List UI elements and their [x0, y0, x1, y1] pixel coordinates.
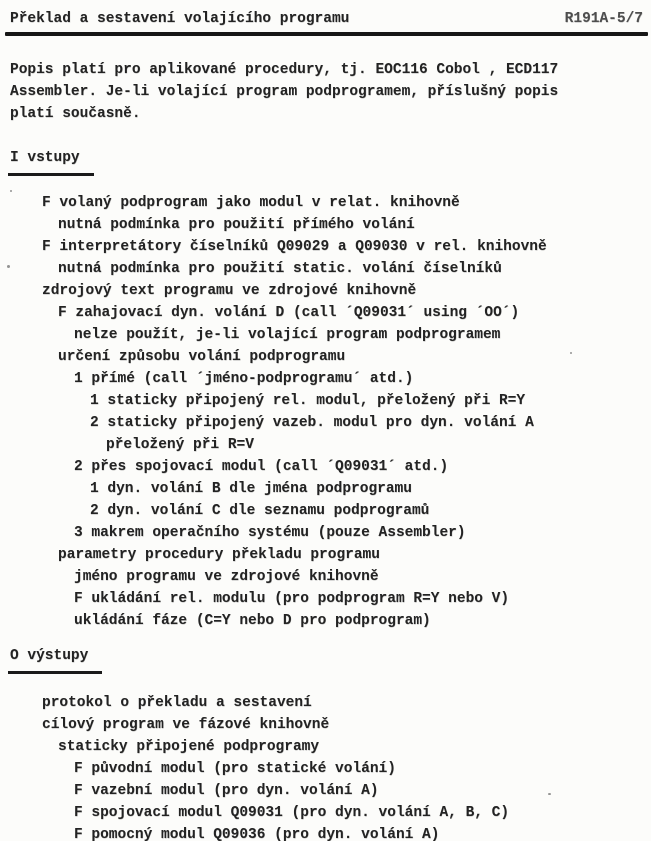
text-line: cílový program ve fázové knihovně [42, 717, 330, 733]
text-line: F původní modul (pro statické volání) [74, 761, 396, 777]
text-line: Popis platí pro aplikované procedury, tj. EOC116 Cobol , ECD117 [10, 62, 559, 78]
section-inputs-heading: I vstupy [8, 147, 94, 176]
text-line: Assembler. Je-li volající program podprogramem, příslušný popis [10, 84, 559, 100]
scan-speckle [7, 265, 10, 268]
doc-reference: R191A-5/7 [564, 11, 643, 27]
text-line: F spojovací modul Q09031 (pro dyn. volání A, B, C) [74, 805, 510, 821]
text-line: nutná podmínka pro použití static. volání číselníků [58, 261, 502, 277]
text-line: F volaný podprogram jako modul v relat. knihovně [42, 195, 460, 211]
section-outputs-heading-wrap [8, 645, 651, 674]
scan-speckle [570, 352, 572, 354]
section-inputs-lines [10, 192, 651, 632]
text-line: 2 staticky připojený vazeb. modul pro dyn. volání A [90, 415, 534, 431]
section-outputs-lines [10, 692, 651, 841]
page-title: Překlad a sestavení volajícího programu [10, 11, 350, 27]
text-line: 3 makrem operačního systému (pouze Assembler) [74, 525, 466, 541]
text-line: zdrojový text programu ve zdrojové knihovně [42, 283, 417, 299]
header-rule [5, 32, 648, 36]
text-line: protokol o překladu a sestavení [42, 695, 312, 711]
text-line: 2 přes spojovací modul (call ´Q09031´ atd.) [74, 459, 449, 475]
text-line: 1 přímé (call ´jméno-podprogramu´ atd.) [74, 371, 414, 387]
text-line: staticky připojené podprogramy [58, 739, 320, 755]
section-outputs [0, 645, 651, 841]
text-line: přeložený při R=V [106, 437, 254, 453]
section-inputs-heading-wrap [8, 147, 651, 176]
text-line: ukládání fáze (C=Y nebo D pro podprogram) [74, 613, 431, 629]
section-outputs-heading: O výstupy [8, 645, 102, 674]
intro-paragraph [10, 59, 651, 125]
page-header [0, 0, 651, 30]
text-line: F interpretátory číselníků Q09029 a Q09030 v rel. knihovně [42, 239, 547, 255]
section-inputs [0, 147, 651, 632]
text-line: jméno programu ve zdrojové knihovně [74, 569, 379, 585]
text-line: 1 staticky připojený rel. modul, přeložený při R=Y [90, 393, 526, 409]
text-line: platí současně. [10, 106, 141, 122]
scan-speckle [10, 190, 12, 192]
text-line: F ukládání rel. modulu (pro podprogram R=Y nebo V) [74, 591, 510, 607]
text-line: F vazební modul (pro dyn. volání A) [74, 783, 379, 799]
text-line: F zahajovací dyn. volání D (call ´Q09031´ using ´OO´) [58, 305, 520, 321]
text-line: parametry procedury překladu programu [58, 547, 380, 563]
text-line: nelze použít, je-li volající program podprogramem [74, 327, 501, 343]
text-line: 1 dyn. volání B dle jména podprogramu [90, 481, 412, 497]
scan-speckle [548, 793, 551, 795]
text-line: určení způsobu volání podprogramu [58, 349, 346, 365]
text-line: nutná podmínka pro použití přímého volání [58, 217, 415, 233]
text-line: F pomocný modul Q09036 (pro dyn. volání A) [74, 827, 440, 841]
text-line: 2 dyn. volání C dle seznamu podprogramů [90, 503, 430, 519]
